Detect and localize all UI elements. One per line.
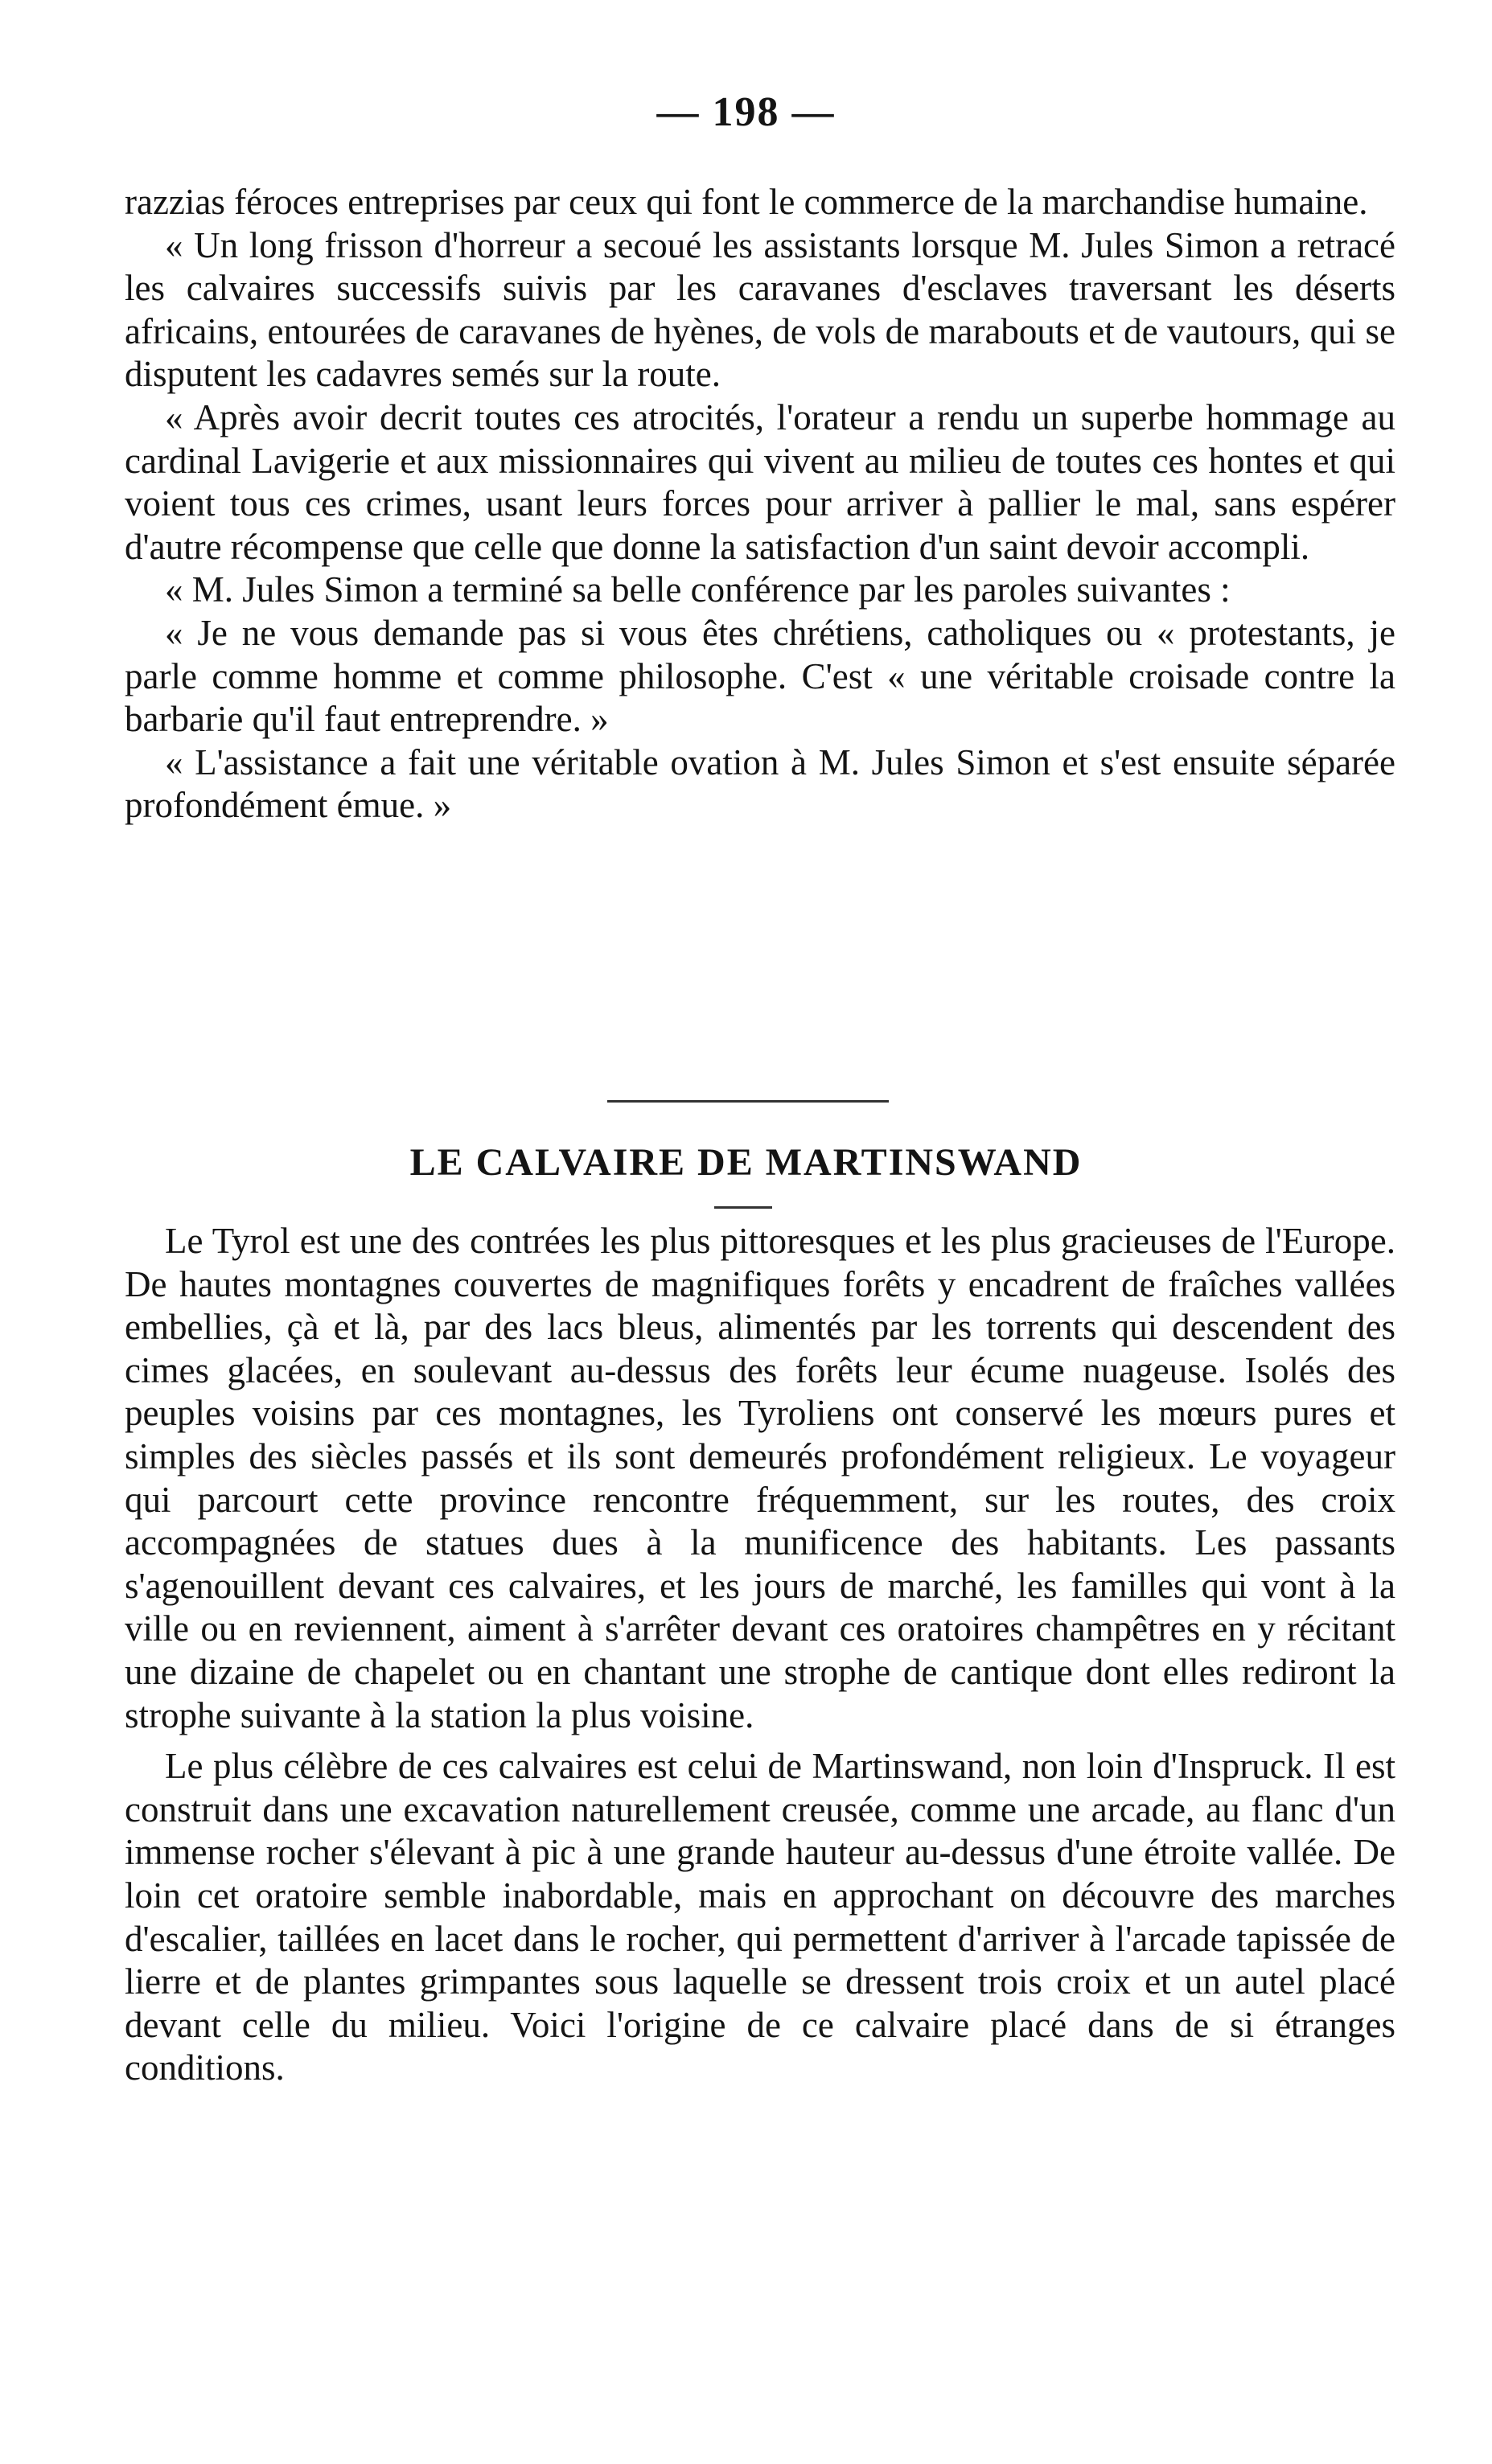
title-underline	[714, 1206, 772, 1209]
section-title: LE CALVAIRE DE MARTINSWAND	[409, 1141, 1083, 1184]
paragraph: « Un long frisson d'horreur a secoué les assistants lorsque M. Jules Simon a retracé les calvaires successifs suivis par les caravanes d'esclaves traversant les déserts africains, entourées de caravanes de hyènes, de vols de marabouts et de vautours, qui se disputent les cadavres semés sur la route.	[125, 224, 1395, 395]
paragraph: « M. Jules Simon a terminé sa belle conférence par les paroles suivantes :	[165, 569, 1231, 610]
page-number: — 198 —	[656, 89, 836, 135]
paragraph: Le plus célèbre de ces calvaires est celui de Martinswand, non loin d'Inspruck. Il est construit dans une excavation naturellement creusée, comme une arcade, au flanc d'un immense rocher s'élevant à pic à une grande hauteur au-dessus d'une étroite vallée. De loin cet oratoire semble inabordable, mais en approchant on découvre des marches d'escalier, taillées en lacet dans le rocher, qui permettent d'arriver à l'arcade tapissée de lierre et de plantes grimpantes sous laquelle se dressent trois croix et un autel placé devant celle du milieu. Voici l'origine de ce calvaire placé dans de si étranges conditions.	[125, 1746, 1395, 2088]
quotation-paragraph: « Je ne vous demande pas si vous êtes chrétiens, catholiques ou « protestants, je parle comme homme et comme philosophe. C'est « une véritable croisade contre la barbarie qu'il faut entreprendre. »	[125, 612, 1395, 740]
section-body	[125, 1220, 1395, 2090]
paragraph: razzias féroces entreprises par ceux qui font le commerce de la marchandise humaine.	[125, 182, 1368, 222]
article-continuation	[125, 181, 1395, 827]
paragraph: « L'assistance a fait une véritable ovation à M. Jules Simon et s'est ensuite séparée profondément émue. »	[125, 741, 1395, 826]
paragraph: Le Tyrol est une des contrées les plus pittoresques et les plus gracieuses de l'Europe. De hautes montagnes couvertes de magnifiques forêts y encadrent de fraîches vallées embellies, çà et là, par des lacs bleus, alimentés par les torrents qui descendent des cimes glacées, en soulevant au-dessus des forêts leur écume nuageuse. Isolés des peuples voisins par ces montagnes, les Tyroliens ont conservé les mœurs pures et simples des siècles passés et ils sont demeurés profondément religieux. Le voyageur qui parcourt cette province rencontre fréquemment, sur les routes, des croix accompagnées de statues dues à la munificence des habitants. Les passants s'agenouillent devant ces calvaires, et les jours de marché, les familles qui vont à la ville ou en reviennent, aiment à s'arrêter devant ces oratoires champêtres en y récitant une dizaine de chapelet ou en chantant une strophe de cantique dont elles rediront la strophe suivante à la station la plus voisine.	[125, 1221, 1395, 1735]
paragraph: « Après avoir decrit toutes ces atrocités, l'orateur a rendu un superbe hommage au cardinal Lavigerie et aux missionnaires qui vivent au milieu de toutes ces hontes et qui voient tous ces crimes, usant leurs forces pour arriver à pallier le mal, sans espérer d'autre récompense que celle que donne la satisfaction d'un saint devoir accompli.	[125, 396, 1395, 567]
section-divider	[607, 1100, 889, 1103]
